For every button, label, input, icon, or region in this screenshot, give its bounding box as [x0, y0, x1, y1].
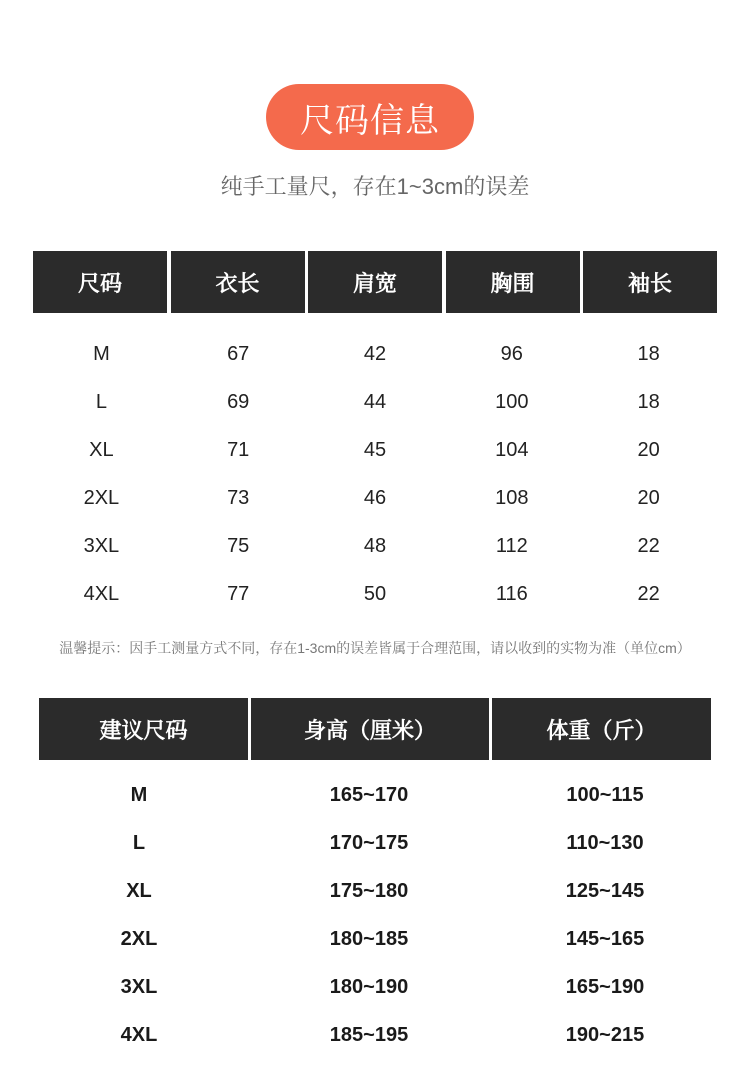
table-cell: 22: [637, 534, 660, 557]
table-cell: 96: [500, 342, 523, 365]
table-cell: 125~145: [565, 879, 645, 902]
table-cell: 2XL: [120, 927, 158, 950]
section-title: 尺码信息: [300, 101, 440, 140]
table-cell: 20: [637, 486, 660, 509]
column-header-size: 尺码: [33, 251, 167, 313]
table-cell: 190~215: [565, 1023, 645, 1046]
table-row: [33, 474, 717, 522]
table-cell: 22: [637, 582, 660, 605]
table-cell: 48: [363, 534, 387, 557]
table-cell: 50: [363, 582, 387, 605]
column-header-sleeve: 袖长: [583, 251, 717, 313]
table-cell: 180~190: [329, 975, 409, 998]
table-cell: L: [132, 831, 146, 854]
table-cell: XL: [126, 879, 152, 902]
measurement-note: 温馨提示：因手工测量方式不同，存在1-3cm的误差皆属于合理范围，请以收到的实物为准（单位cm）: [59, 640, 691, 656]
table-cell: 77: [227, 582, 250, 605]
size-table-header: [33, 251, 717, 313]
table-cell: 75: [227, 534, 250, 557]
table-cell: 20: [637, 438, 660, 461]
column-header-recommended-size: 建议尺码: [39, 698, 248, 760]
table-row: [39, 771, 711, 819]
column-header-height: 身高（厘米）: [251, 698, 489, 760]
table-row: [33, 378, 717, 426]
table-row: [33, 570, 717, 618]
table-cell: 3XL: [120, 975, 158, 998]
table-cell: 42: [363, 342, 387, 365]
table-cell: M: [93, 342, 110, 365]
table-cell: 69: [227, 390, 250, 413]
table-cell: 110~130: [566, 831, 644, 854]
table-cell: 100: [495, 390, 529, 413]
table-cell: XL: [89, 438, 114, 461]
section-title-badge: [266, 84, 474, 150]
recommend-table-header: [39, 698, 711, 760]
table-cell: 165~190: [565, 975, 645, 998]
table-cell: 112: [495, 534, 528, 557]
table-cell: L: [95, 390, 107, 413]
table-row: [39, 1011, 711, 1059]
table-cell: 67: [227, 342, 250, 365]
table-cell: 4XL: [83, 582, 120, 605]
table-row: [39, 867, 711, 915]
column-header-weight: 体重（斤）: [492, 698, 711, 760]
table-cell: 170~175: [329, 831, 409, 854]
table-cell: 116: [495, 582, 528, 605]
table-cell: 73: [227, 486, 250, 509]
column-header-length: 衣长: [171, 251, 305, 313]
table-cell: 4XL: [120, 1023, 158, 1046]
table-cell: M: [130, 783, 148, 806]
table-row: [39, 963, 711, 1011]
recommend-table-body: [39, 771, 711, 1059]
size-table-body: [33, 330, 717, 618]
table-cell: 108: [495, 486, 529, 509]
table-cell: 2XL: [83, 486, 120, 509]
table-cell: 145~165: [565, 927, 645, 950]
column-header-shoulder: 肩宽: [308, 251, 442, 313]
column-header-chest: 胸围: [446, 251, 580, 313]
table-cell: 18: [637, 342, 660, 365]
table-cell: 175~180: [329, 879, 409, 902]
table-row: [33, 522, 717, 570]
table-cell: 44: [363, 390, 387, 413]
table-cell: 100~115: [566, 783, 644, 806]
measurement-subtitle: 纯手工量尺，存在1~3cm的误差: [220, 174, 530, 199]
table-row: [33, 330, 717, 378]
table-row: [39, 915, 711, 963]
table-cell: 46: [363, 486, 387, 509]
table-cell: 165~170: [329, 783, 409, 806]
table-cell: 71: [227, 438, 250, 461]
table-row: [39, 819, 711, 867]
table-cell: 18: [637, 390, 660, 413]
table-cell: 185~195: [329, 1023, 409, 1046]
table-cell: 180~185: [329, 927, 409, 950]
table-cell: 3XL: [83, 534, 120, 557]
table-cell: 104: [495, 438, 529, 461]
table-row: [33, 426, 717, 474]
table-cell: 45: [363, 438, 387, 461]
